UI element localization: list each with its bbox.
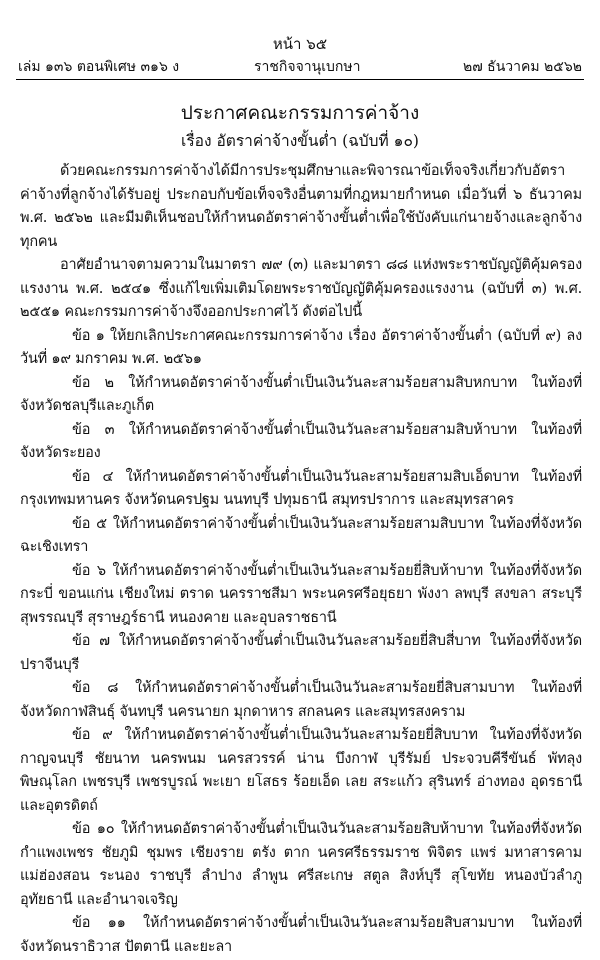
clause-1: ข้อ ๑ ให้ยกเลิกประกาศคณะกรรมการค่าจ้าง เรื่อง อัตราค่าจ้างขั้นต่ำ (ฉบับที่ ๙) ลงวันที่ ๑๙ มกราคม พ.ศ. ๒๕๖๑ <box>20 327 582 367</box>
authority-paragraph: อาศัยอำนาจตามความในมาตรา ๗๙ (๓) และมาตรา ๘๘ แห่งพระราชบัญญัติคุ้มครองแรงงาน พ.ศ. ๒๕๔๑ ซึ่งแก้ไขเพิ่มเติมโดยพระราชบัญญัติคุ้มครองแรงงาน (ฉบับที่ ๓) พ.ศ. ๒๕๕๑ คณะกรรมการค่าจ้างจึงออกประกาศไว้ ดังต่อไปนี้ <box>20 257 582 320</box>
header-rule <box>16 79 584 80</box>
clause-9: ข้อ ๙ ให้กำหนดอัตราค่าจ้างขั้นต่ำเป็นเงินวันละสามร้อยยี่สิบบาท ในท้องที่จังหวัดกาญจนบุรี ชัยนาท นครพนม นครสวรรค์ น่าน บึงกาฬ บุรีรัมย์ ประจวบคีรีขันธ์ พัทลุง พิษณุโลก เพชรบุรี เพชรบูรณ์ พะเยา ยโสธร ร้อยเอ็ด เลย สระแก้ว สุรินทร์ อ่างทอง อุดรธานี และอุตรดิตถ์ <box>20 727 582 814</box>
clause-5: ข้อ ๕ ให้กำหนดอัตราค่าจ้างขั้นต่ำเป็นเงินวันละสามร้อยสามสิบบาท ในท้องที่จังหวัดฉะเชิงเทรา <box>20 515 582 555</box>
clause-7: ข้อ ๗ ให้กำหนดอัตราค่าจ้างขั้นต่ำเป็นเงินวันละสามร้อยยี่สิบสี่บาท ในท้องที่จังหวัดปราจีนบุรี <box>20 633 582 673</box>
preamble-paragraph: ด้วยคณะกรรมการค่าจ้างได้มีการประชุมศึกษาและพิจารณาข้อเท็จจริงเกี่ยวกับอัตราค่าจ้างที่ลูกจ้างได้รับอยู่ ประกอบกับข้อเท็จจริงอื่นตามที่กฎหมายกำหนด เมื่อวันที่ ๖ ธันวาคม พ.ศ. ๒๕๖๒ และมีมติเห็นชอบให้กำหนดอัตราค่าจ้างขั้นต่ำเพื่อใช้บังคับแก่นายจ้างและลูกจ้างทุกคน <box>20 163 582 250</box>
clause-4: ข้อ ๔ ให้กำหนดอัตราค่าจ้างขั้นต่ำเป็นเงินวันละสามร้อยสามสิบเอ็ดบาท ในท้องที่กรุงเทพมหานคร จังหวัดนครปฐม นนทบุรี ปทุมธานี สมุทรปราการ และสมุทรสาคร <box>20 468 582 508</box>
gazette-header <box>0 56 600 78</box>
clause-8: ข้อ ๘ ให้กำหนดอัตราค่าจ้างขั้นต่ำเป็นเงินวันละสามร้อยยี่สิบสามบาท ในท้องที่จังหวัดกาฬสินธุ์ จันทบุรี นครนายก มุกดาหาร สกลนคร และสมุทรสงคราม <box>20 680 582 720</box>
clause-6: ข้อ ๖ ให้กำหนดอัตราค่าจ้างขั้นต่ำเป็นเงินวันละสามร้อยยี่สิบห้าบาท ในท้องที่จังหวัดกระบี่ ขอนแก่น เชียงใหม่ ตราด นครราชสีมา พระนครศรีอยุธยา พังงา ลพบุรี สงขลา สระบุรี สุพรรณบุรี สุราษฎร์ธานี หนองคาย และอุบลราชธานี <box>20 562 582 626</box>
page-number: หน้า ๖๕ <box>272 35 328 53</box>
clause-2: ข้อ ๒ ให้กำหนดอัตราค่าจ้างขั้นต่ำเป็นเงินวันละสามร้อยสามสิบหกบาท ในท้องที่จังหวัดชลบุรีและภูเก็ต <box>20 374 582 414</box>
clause-10: ข้อ ๑๐ ให้กำหนดอัตราค่าจ้างขั้นต่ำเป็นเงินวันละสามร้อยสิบห้าบาท ในท้องที่จังหวัดกำแพงเพชร ชัยภูมิ ชุมพร เชียงราย ตรัง ตาก นครศรีธรรมราช พิจิตร แพร่ มหาสารคาม แม่ฮ่องสอน ระนอง ราชบุรี ลำปาง ลำพูน ศรีสะเกษ สตูล สิงห์บุรี สุโขทัย หนองบัวลำภู อุทัยธานี และอำนาจเจริญ <box>20 821 582 908</box>
announcement-subject: เรื่อง อัตราค่าจ้างขั้นต่ำ (ฉบับที่ ๑๐) <box>181 132 419 150</box>
gazette-name: ราชกิจจานุเบกษา <box>254 59 361 75</box>
clause-3: ข้อ ๓ ให้กำหนดอัตราค่าจ้างขั้นต่ำเป็นเงินวันละสามร้อยสามสิบห้าบาท ในท้องที่จังหวัดระยอง <box>20 421 582 461</box>
volume-info: เล่ม ๑๓๖ ตอนพิเศษ ๓๑๖ ง <box>18 59 180 75</box>
publication-date: ๒๗ ธันวาคม ๒๕๖๒ <box>462 59 582 75</box>
announcement-title: ประกาศคณะกรรมการค่าจ้าง <box>180 102 420 124</box>
announcement-body <box>20 160 582 959</box>
clause-11: ข้อ ๑๑ ให้กำหนดอัตราค่าจ้างขั้นต่ำเป็นเงินวันละสามร้อยสิบสามบาท ในท้องที่จังหวัดนราธิวาส ปัตตานี และยะลา <box>20 915 582 955</box>
